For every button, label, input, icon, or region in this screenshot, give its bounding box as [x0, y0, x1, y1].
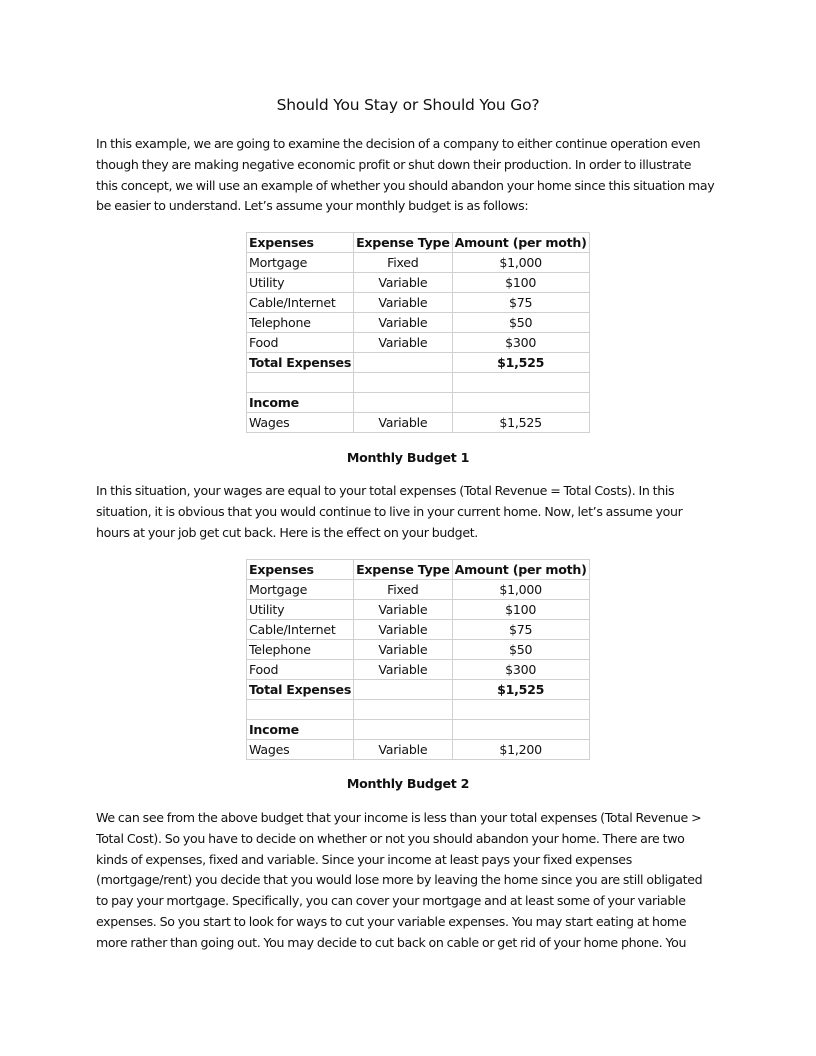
income-row — [247, 413, 590, 433]
header-cell: Expense Type — [354, 233, 453, 253]
budget-table-2 — [246, 559, 590, 760]
table-cell: Variable — [354, 413, 453, 433]
table-cell: $50 — [452, 313, 589, 333]
table-row — [247, 640, 590, 660]
header-cell: Expenses — [247, 233, 354, 253]
table-cell: Cable/Internet — [247, 293, 354, 313]
empty-row — [247, 700, 590, 720]
paragraph-line: We can see from the above budget that your income is less than your total expenses (Total Revenue > — [96, 810, 702, 825]
table-cell: Variable — [354, 600, 453, 620]
table-header-row — [247, 233, 590, 253]
table-row — [247, 253, 590, 273]
table-cell — [452, 393, 589, 413]
table-cell: Variable — [354, 273, 453, 293]
income-row — [247, 740, 590, 760]
total-label: Total Expenses — [247, 680, 354, 700]
paragraph-line: expenses. So you start to look for ways to cut your variable expenses. You may start eating at home — [96, 913, 687, 929]
table-cell — [247, 373, 354, 393]
table-row — [247, 580, 590, 600]
paragraph-line: situation, it is obvious that you would continue to live in your current home. Now, let’s assume your — [96, 503, 683, 519]
table-cell: Food — [247, 660, 354, 680]
total-amount: $1,525 — [452, 353, 589, 373]
table-cell — [452, 373, 589, 393]
table-cell: $75 — [452, 293, 589, 313]
total-amount: $1,525 — [452, 680, 589, 700]
header-cell: Amount (per moth) — [452, 233, 589, 253]
table-cell: Variable — [354, 740, 453, 760]
table-cell: $100 — [452, 600, 589, 620]
table-cell: $1,525 — [452, 413, 589, 433]
paragraph-line: Total Cost). So you have to decide on whether or not you should abandon your home. There are two — [96, 830, 685, 846]
paragraph-line: kinds of expenses, fixed and variable. Since your income at least pays your fixed expenses — [96, 851, 632, 867]
table-cell: Wages — [247, 413, 354, 433]
budget-table-1 — [246, 232, 590, 433]
total-row — [247, 680, 590, 700]
table-cell: $1,000 — [452, 253, 589, 273]
table-cell: $300 — [452, 333, 589, 353]
table-cell: Fixed — [354, 253, 453, 273]
table-cell — [247, 700, 354, 720]
table-cell: Fixed — [354, 580, 453, 600]
table-row — [247, 333, 590, 353]
table-row — [247, 600, 590, 620]
table-cell: Variable — [354, 293, 453, 313]
paragraph-line: In this example, we are going to examine the decision of a company to either continue operation even — [96, 136, 701, 151]
table-cell — [354, 393, 453, 413]
table-cell: Utility — [247, 600, 354, 620]
table-cell: Variable — [354, 660, 453, 680]
table-cell: $1,000 — [452, 580, 589, 600]
table-cell — [452, 700, 589, 720]
table-cell: Variable — [354, 313, 453, 333]
paragraph-line: this concept, we will use an example of whether you should abandon your home since this situation may — [96, 177, 715, 193]
analysis-paragraph — [96, 808, 724, 954]
table-cell: Mortgage — [247, 253, 354, 273]
table-caption-2: Monthly Budget 2 — [346, 776, 470, 791]
paragraph-line: to pay your mortgage. Specifically, you can cover your mortgage and at least some of your variable — [96, 893, 686, 909]
paragraph-line: hours at your job get cut back. Here is the effect on your budget. — [96, 524, 478, 540]
header-cell: Amount (per moth) — [452, 560, 589, 580]
table-cell — [354, 700, 453, 720]
document-title: Should You Stay or Should You Go? — [276, 96, 540, 114]
table-cell: Wages — [247, 740, 354, 760]
total-label: Total Expenses — [247, 353, 354, 373]
table-cell — [452, 720, 589, 740]
income-header-row — [247, 393, 590, 413]
table-row — [247, 273, 590, 293]
header-cell: Expense Type — [354, 560, 453, 580]
table-caption-1: Monthly Budget 1 — [346, 450, 470, 465]
table-cell: $300 — [452, 660, 589, 680]
table-cell: $100 — [452, 273, 589, 293]
header-cell: Expenses — [247, 560, 354, 580]
empty-row — [247, 373, 590, 393]
table-cell: Variable — [354, 640, 453, 660]
table-row — [247, 620, 590, 640]
table-cell: Telephone — [247, 313, 354, 333]
table-cell — [354, 373, 453, 393]
income-header-row — [247, 720, 590, 740]
table-row — [247, 293, 590, 313]
table-cell: Food — [247, 333, 354, 353]
total-row — [247, 353, 590, 373]
income-label: Income — [247, 720, 354, 740]
paragraph-line: be easier to understand. Let’s assume your monthly budget is as follows: — [96, 198, 529, 214]
table-cell: Variable — [354, 620, 453, 640]
table-cell — [354, 720, 453, 740]
table-row — [247, 313, 590, 333]
table-cell: Mortgage — [247, 580, 354, 600]
table-cell: Variable — [354, 333, 453, 353]
table-header-row — [247, 560, 590, 580]
table-cell: Cable/Internet — [247, 620, 354, 640]
table-cell: $50 — [452, 640, 589, 660]
situation-paragraph — [96, 481, 724, 543]
intro-paragraph — [96, 134, 724, 217]
paragraph-line: though they are making negative economic profit or shut down their production. In order to illustrate — [96, 156, 692, 172]
income-label: Income — [247, 393, 354, 413]
paragraph-line: more rather than going out. You may decide to cut back on cable or get rid of your home phone. You — [96, 934, 687, 950]
paragraph-line: In this situation, your wages are equal to your total expenses (Total Revenue = Total Costs). In this — [96, 483, 675, 498]
table-cell: Utility — [247, 273, 354, 293]
table-cell: $1,200 — [452, 740, 589, 760]
table-cell — [354, 353, 453, 373]
table-cell: $75 — [452, 620, 589, 640]
table-cell — [354, 680, 453, 700]
table-row — [247, 660, 590, 680]
table-cell: Telephone — [247, 640, 354, 660]
paragraph-line: (mortgage/rent) you decide that you would lose more by leaving the home since you are still obligated — [96, 872, 703, 888]
